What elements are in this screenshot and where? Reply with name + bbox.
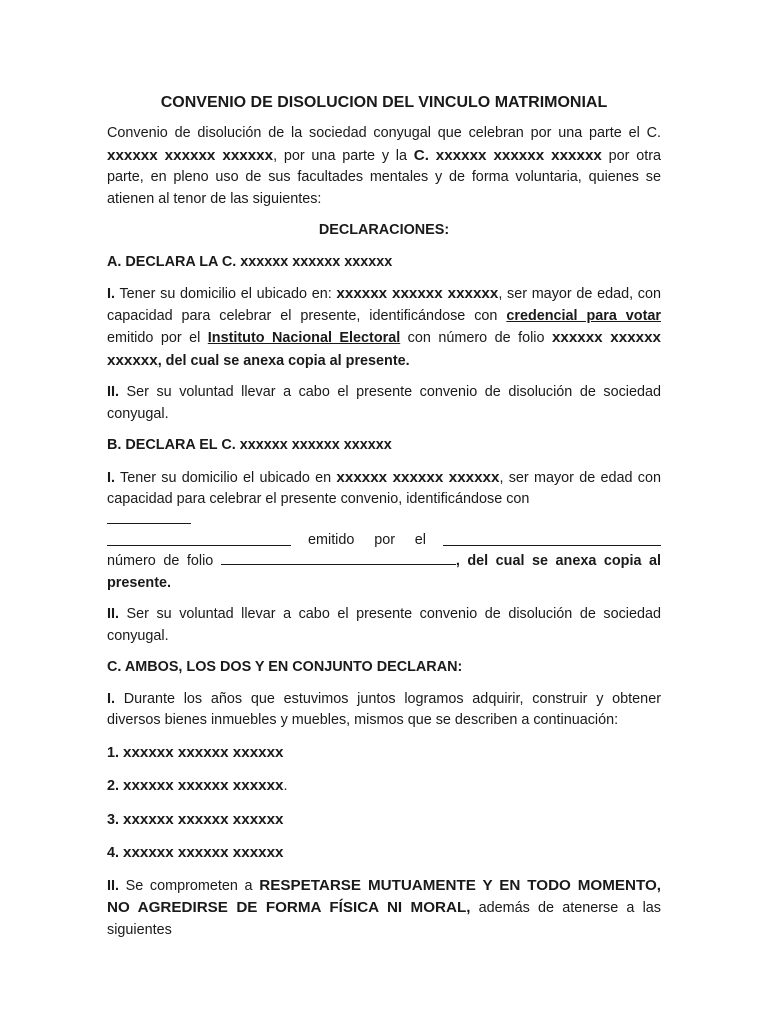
item-number: II.	[107, 877, 119, 894]
section-a-item-1	[107, 283, 661, 372]
address-value: xxxxxx xxxxxx xxxxxx	[336, 468, 500, 486]
item-text: con número de folio	[400, 330, 552, 346]
el-word: el	[414, 531, 426, 548]
list-text: xxxxxx xxxxxx xxxxxx	[123, 844, 284, 861]
item-text: , ser mayor de edad con capacidad para celebrar el presente convenio, identificándose con	[107, 469, 661, 507]
item-text: Se comprometen a	[119, 877, 260, 894]
section-b-item-1	[107, 467, 661, 511]
list-number: 2.	[107, 778, 123, 794]
asset-list-item-4	[107, 842, 661, 865]
section-a-heading-name: xxxxxx xxxxxx xxxxxx	[240, 253, 393, 270]
item-number: I.	[107, 690, 115, 707]
document-title: CONVENIO DE DISOLUCION DEL VINCULO MATRIMONIAL	[160, 94, 608, 111]
section-c-item-1	[107, 689, 661, 732]
por-word: por	[374, 531, 395, 548]
item-text: emitido por el	[107, 330, 208, 346]
asset-list-item-2	[107, 775, 661, 798]
item-text: , ser mayor de edad, con capacidad para celebrar el presente, identificándose con	[107, 286, 661, 324]
blank-line	[221, 563, 456, 565]
intro-paragraph	[107, 123, 661, 210]
asset-list-item-3	[107, 809, 661, 832]
credential-text: credencial para votar	[506, 307, 661, 324]
party-1-name: xxxxxx xxxxxx xxxxxx	[107, 146, 274, 164]
intro-text-2: , por una parte y la	[273, 147, 414, 164]
annex-text: del cual se anexa copia al presente.	[107, 553, 661, 591]
institute-text: Instituto Nacional Electoral	[207, 330, 401, 346]
folio-comma: ,	[157, 352, 162, 369]
section-b-item-2	[107, 604, 661, 647]
section-c-heading	[107, 657, 661, 679]
section-b-heading-prefix: B. DECLARA EL C.	[107, 437, 240, 453]
list-text: xxxxxx xxxxxx xxxxxx	[123, 743, 284, 761]
commitment-text: RESPETARSE MUTUAMENTE Y EN TODO MOMENTO, NO AGREDIRSE DE FORMA FÍSICA NI MORAL,	[107, 876, 661, 916]
section-c-item-2	[107, 875, 661, 942]
folio-comma: ,	[455, 553, 460, 569]
blank-row-1	[107, 511, 661, 530]
blank-line	[443, 544, 661, 546]
party-2-name: xxxxxx xxxxxx xxxxxx	[435, 146, 602, 164]
section-a-item-2	[107, 382, 661, 425]
folio-label: número de folio	[107, 553, 221, 569]
emitido-por-el	[308, 530, 426, 552]
intro-text-1: Convenio de disolución de la sociedad conyugal que celebran por una parte el C.	[107, 125, 661, 141]
blank-row-2	[107, 530, 661, 552]
list-number: 1.	[107, 744, 123, 761]
section-c-heading-text: C. AMBOS, LOS DOS Y EN CONJUNTO DECLARAN:	[107, 659, 463, 675]
intro-text-3: por otra parte, en pleno uso de sus facultades mentales y de forma voluntaria, quienes se atienen al tenor de las siguientes:	[107, 147, 662, 207]
item-text: Tener su domicilio el ubicado en	[115, 469, 337, 486]
address-value: xxxxxx xxxxxx xxxxxx	[336, 285, 499, 302]
list-suffix: .	[283, 778, 288, 794]
section-b-heading-name: xxxxxx xxxxxx xxxxxx	[239, 437, 392, 453]
section-a-heading	[107, 252, 661, 274]
section-a-heading-prefix: A. DECLARA LA C.	[107, 253, 241, 270]
item-number: I.	[107, 469, 115, 486]
item-number: II.	[107, 384, 119, 400]
item-text: además de atenerse a las siguientes	[107, 900, 661, 938]
list-text: xxxxxx xxxxxx xxxxxx	[123, 810, 284, 828]
blank-line	[107, 544, 291, 546]
declaraciones-heading	[107, 220, 661, 242]
item-text: Ser su voluntad llevar a cabo el presente convenio de disolución de sociedad conyugal.	[107, 384, 661, 422]
section-b-folio	[107, 551, 661, 594]
document-body	[107, 94, 661, 941]
blank-line	[107, 522, 191, 524]
list-number: 4.	[107, 845, 123, 861]
item-text: Ser su voluntad llevar a cabo el presente convenio de disolución de sociedad conyugal.	[107, 606, 661, 644]
party-2-prefix: C.	[413, 146, 429, 164]
emitido-word: emitido	[308, 531, 355, 548]
declaraciones-heading-text: DECLARACIONES:	[318, 222, 450, 238]
item-text: Durante los años que estuvimos juntos logramos adquirir, construir y obtener diversos bienes inmuebles y muebles, mismos que se describen a continuación:	[107, 690, 661, 728]
annex-text: del cual se anexa copia al presente.	[161, 352, 410, 369]
item-number: II.	[107, 606, 119, 622]
asset-list-item-1	[107, 742, 661, 765]
section-b-heading	[107, 435, 661, 457]
list-text: xxxxxx xxxxxx xxxxxx	[123, 777, 284, 794]
item-text: Tener su domicilio el ubicado en:	[115, 286, 337, 302]
list-number: 3.	[107, 811, 123, 828]
item-number: I.	[107, 286, 115, 302]
folio-value: xxxxxx xxxxxx xxxxxx	[107, 329, 661, 369]
